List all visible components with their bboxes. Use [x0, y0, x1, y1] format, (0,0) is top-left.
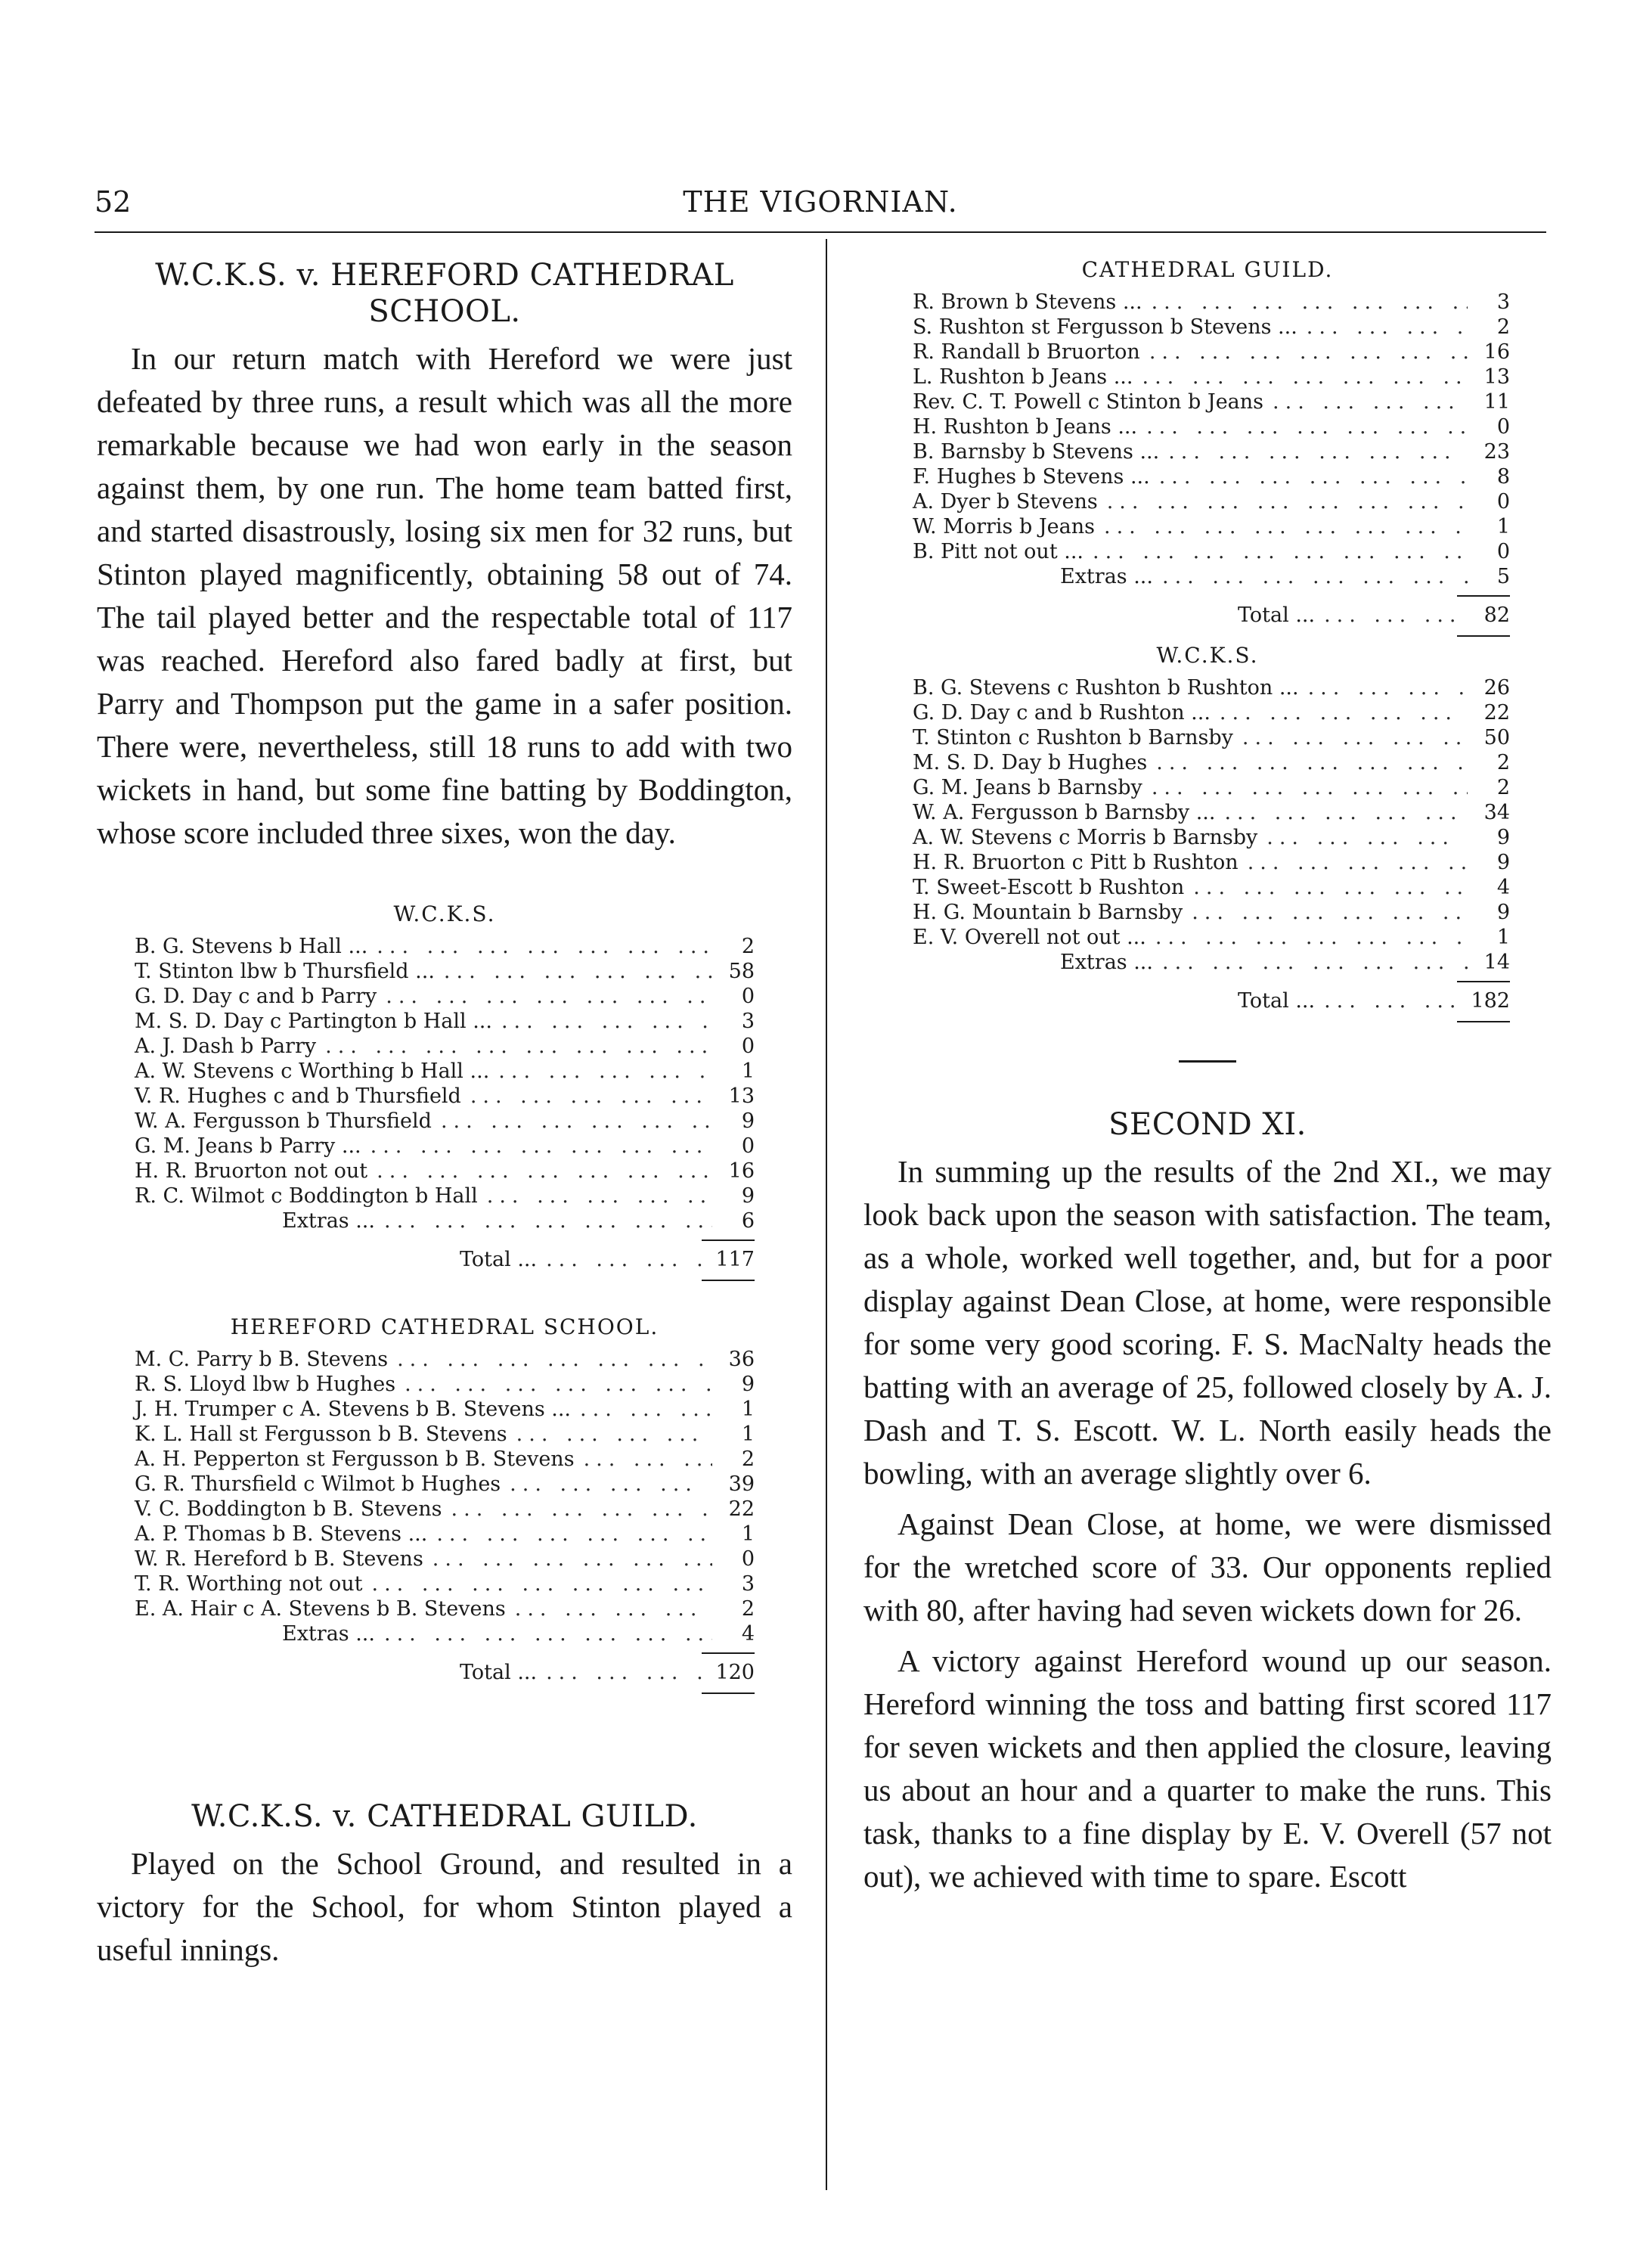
scorecard-row	[913, 389, 1510, 414]
journal-title: THE VIGORNIAN.	[683, 185, 958, 219]
runs-scored: 3	[741, 1010, 755, 1033]
dot-leader	[316, 1034, 712, 1059]
second-xi-paragraph-2: Against Dean Close, at home, we were dismissed for the wretched score of 33. Our opponents replied with 80, after having had seven wickets down for 26.	[863, 1506, 1552, 1627]
batsman-entry: H. R. Bruorton not out	[135, 1159, 368, 1183]
extras-label: Extras ...	[1060, 565, 1153, 588]
scorecard-row	[913, 489, 1510, 514]
scorecard-row	[135, 1034, 755, 1059]
runs-scored: 1	[1496, 515, 1510, 538]
dot-leader	[1140, 340, 1468, 365]
second-xi-title: SECOND XI.	[1108, 1107, 1307, 1142]
runs-scored: 16	[1483, 340, 1510, 364]
dot-leader	[1159, 439, 1468, 464]
batsman-entry: R. Brown b Stevens ...	[913, 290, 1142, 314]
dot-leader	[395, 1372, 712, 1397]
dot-leader	[501, 1472, 712, 1497]
scorecard-row	[135, 984, 755, 1009]
runs-scored: 58	[728, 960, 755, 983]
dot-leader	[377, 984, 712, 1009]
total-label: Total ...	[460, 1661, 538, 1684]
dot-leader	[427, 1522, 712, 1547]
runs-scored: 13	[1483, 365, 1510, 389]
batsman-entry: F. Hughes b Stevens ...	[913, 465, 1150, 489]
runs-scored: 39	[728, 1472, 755, 1496]
batsman-entry: W. A. Fergusson b Thursfield	[135, 1109, 432, 1133]
batsman-entry: Rev. C. T. Powell c Stinton b Jeans	[913, 390, 1264, 414]
scorecard-row	[135, 1571, 755, 1596]
extras-label: Extras ...	[282, 1209, 375, 1233]
batsman-entry: G. D. Day c and b Rushton ...	[913, 701, 1211, 724]
runs-scored: 0	[741, 1035, 755, 1058]
scorecard-row	[913, 539, 1510, 564]
runs-scored: 3	[741, 1572, 755, 1596]
scorecard-row	[913, 290, 1510, 315]
scorecard-row	[913, 514, 1510, 539]
total-label: Total ...	[1238, 603, 1316, 627]
dot-leader	[388, 1347, 712, 1372]
runs-scored: 2	[741, 935, 755, 958]
dot-leader	[1095, 514, 1468, 539]
runs-scored: 1	[741, 1423, 755, 1446]
dot-leader	[478, 1184, 712, 1208]
dot-leader	[362, 1571, 712, 1596]
batsman-entry: E. V. Overell not out ...	[913, 926, 1146, 949]
guild-scorecard	[863, 290, 1510, 628]
runs-scored: 0	[741, 985, 755, 1008]
scorecard-row	[135, 1547, 755, 1571]
runs-scored: 1	[1496, 926, 1510, 949]
batsman-entry: B. G. Stevens c Rushton b Rushton ...	[913, 676, 1299, 700]
wcks-scorecard	[97, 934, 755, 1272]
scorecard-row	[913, 675, 1510, 700]
second-xi-paragraph-3: A victory against Hereford wound up our season. Hereford winning the toss and batting first scored 117 for seven wickets and then applied the closure, leaving us about an hour and a quarter to make the runs. This task, thanks to a fine display by E. V. Overell (57 not out), we achieved with time to spare. Escott	[863, 1643, 1552, 1894]
dot-leader	[1299, 675, 1468, 700]
scorecard-row	[135, 1372, 755, 1397]
scorecard-row	[135, 1084, 755, 1109]
runs-scored: 13	[728, 1084, 755, 1108]
batsman-entry: T. Sweet-Escott b Rushton	[913, 876, 1185, 899]
dot-leader	[367, 1159, 712, 1184]
scorecard-row	[913, 439, 1510, 464]
runs-scored: 0	[741, 1134, 755, 1158]
batsman-entry: M. S. D. Day c Partington b Hall ...	[135, 1010, 492, 1033]
guild-match-title: W.C.K.S. v. CATHEDRAL GUILD.	[191, 1799, 698, 1834]
dot-leader	[1142, 290, 1468, 315]
scorecard-row	[135, 1596, 755, 1621]
total-runs: 120	[702, 1660, 755, 1685]
runs-scored: 11	[1483, 390, 1510, 414]
runs-scored: 1	[741, 1522, 755, 1546]
batsman-entry: A. J. Dash b Parry	[135, 1035, 317, 1058]
batsman-entry: M. C. Parry b B. Stevens	[135, 1348, 389, 1371]
dot-leader	[435, 959, 712, 984]
wcks-second-scorecard-title: W.C.K.S.	[1156, 643, 1259, 668]
dot-leader	[1146, 925, 1468, 950]
dot-leader	[1153, 950, 1468, 975]
runs-scored: 1	[741, 1398, 755, 1421]
batsman-entry: T. R. Worthing not out	[135, 1572, 363, 1596]
header-rule	[95, 231, 1546, 233]
scorecard-row	[135, 1059, 755, 1084]
scorecard-row	[913, 775, 1510, 800]
scorecard-row	[135, 1497, 755, 1522]
scorecard-row	[913, 750, 1510, 775]
total-label: Total ...	[460, 1248, 538, 1271]
runs-scored: 2	[1496, 315, 1510, 339]
runs-scored: 22	[1483, 701, 1510, 724]
extras-row	[135, 1621, 755, 1646]
batsman-entry: H. R. Bruorton c Pitt b Rushton	[913, 851, 1239, 874]
scorecard-row	[913, 800, 1510, 825]
batsman-entry: R. S. Lloyd lbw b Hughes	[135, 1373, 396, 1396]
batsman-entry: A. Dyer b Stevens	[913, 490, 1098, 513]
batsman-entry: L. Rushton b Jeans ...	[913, 365, 1133, 389]
batsman-entry: K. L. Hall st Fergusson b B. Stevens	[135, 1423, 507, 1446]
dot-leader	[1184, 875, 1468, 900]
batsman-entry: V. C. Boddington b B. Stevens	[135, 1497, 442, 1521]
runs-scored: 3	[1496, 290, 1510, 314]
total-row	[913, 603, 1510, 628]
scorecard-row	[135, 1109, 755, 1134]
dot-leader	[1297, 315, 1468, 340]
dot-leader	[489, 1059, 712, 1084]
runs-scored: 9	[741, 1184, 755, 1208]
batsman-entry: G. M. Jeans b Barnsby	[913, 776, 1142, 799]
runs-scored: 2	[741, 1597, 755, 1621]
batsman-entry: R. C. Wilmot c Boddington b Hall	[135, 1184, 478, 1208]
total-row	[135, 1660, 755, 1685]
scorecard-row	[135, 1134, 755, 1159]
runs-scored: 9	[741, 1373, 755, 1396]
wcks-scorecard-title: W.C.K.S.	[393, 901, 496, 926]
batsman-entry: R. Randall b Bruorton	[913, 340, 1140, 364]
extras-runs: 4	[741, 1622, 755, 1646]
batsman-entry: A. P. Thomas b B. Stevens ...	[135, 1522, 428, 1546]
wcks-second-scorecard	[863, 675, 1510, 1013]
scorecard-row	[135, 959, 755, 984]
dot-leader	[361, 1134, 712, 1159]
scorecard-row	[913, 900, 1510, 925]
dot-leader	[1257, 825, 1468, 850]
column-divider	[826, 239, 827, 2190]
dot-leader	[423, 1547, 712, 1571]
scorecard-row	[913, 365, 1510, 389]
extras-row	[913, 950, 1510, 975]
scorecard-row	[913, 315, 1510, 340]
total-runs: 182	[1457, 988, 1510, 1013]
batsman-entry: A. W. Stevens c Morris b Barnsby	[913, 826, 1258, 849]
scorecard-row	[135, 1447, 755, 1472]
scorecard-row	[135, 1397, 755, 1422]
scorecard-row	[135, 1347, 755, 1372]
dot-leader	[492, 1009, 712, 1034]
scorecard-row	[135, 934, 755, 959]
batsman-entry: V. R. Hughes c and b Thursfield	[135, 1084, 461, 1108]
batsman-entry: S. Rushton st Fergusson b Stevens ...	[913, 315, 1297, 339]
batsman-entry: B. Pitt not out ...	[913, 540, 1084, 563]
dot-leader	[432, 1109, 712, 1134]
batsman-entry: H. G. Mountain b Barnsby	[913, 901, 1183, 924]
dot-leader	[442, 1497, 712, 1522]
total-row	[135, 1247, 755, 1272]
runs-scored: 9	[1496, 851, 1510, 874]
dot-leader	[1084, 539, 1468, 564]
runs-scored: 0	[1496, 490, 1510, 513]
runs-scored: 0	[1496, 415, 1510, 439]
runs-scored: 26	[1483, 676, 1510, 700]
scorecard-row	[913, 850, 1510, 875]
dot-leader	[1239, 850, 1468, 875]
batsman-entry: G. M. Jeans b Parry ...	[135, 1134, 361, 1158]
batsman-entry: M. S. D. Day b Hughes	[913, 751, 1148, 774]
dot-leader	[506, 1596, 712, 1621]
scorecard-row	[135, 1522, 755, 1547]
dot-leader	[537, 1247, 702, 1272]
runs-scored: 36	[728, 1348, 755, 1371]
runs-scored: 8	[1496, 465, 1510, 489]
dot-leader	[1233, 725, 1468, 750]
dot-leader	[571, 1397, 712, 1422]
scorecard-row	[135, 1184, 755, 1208]
dot-leader	[507, 1422, 712, 1447]
dot-leader	[1183, 900, 1468, 925]
total-label: Total ...	[1238, 989, 1316, 1013]
page-header	[95, 185, 1546, 231]
dot-leader	[1263, 389, 1468, 414]
scorecard-row	[913, 825, 1510, 850]
runs-scored: 16	[728, 1159, 755, 1183]
batsman-entry: A. H. Pepperton st Fergusson b B. Stevens	[135, 1447, 575, 1471]
dot-leader	[1153, 564, 1468, 589]
batsman-entry: B. Barnsby b Stevens ...	[913, 440, 1160, 464]
dot-leader	[1137, 414, 1468, 439]
runs-scored: 2	[1496, 751, 1510, 774]
batsman-entry: G. R. Thursfield c Wilmot b Hughes	[135, 1472, 501, 1496]
scorecard-row	[913, 700, 1510, 725]
dot-leader	[537, 1660, 702, 1685]
scorecard-row	[913, 464, 1510, 489]
hereford-scorecard	[97, 1347, 755, 1685]
extras-label: Extras ...	[282, 1622, 375, 1646]
dot-leader	[1150, 464, 1468, 489]
batsman-entry: B. G. Stevens b Hall ...	[135, 935, 368, 958]
runs-scored: 22	[728, 1497, 755, 1521]
scorecard-row	[913, 925, 1510, 950]
runs-scored: 2	[1496, 776, 1510, 799]
page-number: 52	[95, 185, 132, 219]
total-runs: 82	[1457, 603, 1510, 628]
batsman-entry: T. Stinton c Rushton b Barnsby	[913, 726, 1233, 749]
extras-runs: 14	[1483, 951, 1510, 974]
dot-leader	[1215, 800, 1468, 825]
extras-runs: 6	[741, 1209, 755, 1233]
batsman-entry: W. A. Fergusson b Barnsby ...	[913, 801, 1216, 824]
scorecard-row	[913, 414, 1510, 439]
dot-leader	[1098, 489, 1468, 514]
batsman-entry: A. W. Stevens c Worthing b Hall ...	[135, 1060, 490, 1083]
runs-scored: 2	[741, 1447, 755, 1471]
extras-runs: 5	[1496, 565, 1510, 588]
right-column	[863, 257, 1552, 1906]
total-runs: 117	[702, 1247, 755, 1272]
total-row	[913, 988, 1510, 1013]
runs-scored: 50	[1483, 726, 1510, 749]
hereford-match-report: In our return match with Hereford we were just defeated by three runs, a result which was all the more remarkable because we had won early in the season against them, by one run. The home team batted first, and started disastrously, losing six men for 32 runs, but Stinton played magnificently, obtaining 58 out of 74. The tail played better and the respectable total of 117 was reached. Hereford also fared badly at first, but Parry and Thompson put the game in a safer position. There were, nevertheless, still 18 runs to add with two wickets in hand, but some fine batting by Boddington, whose score included three sixes, won the day.	[97, 341, 792, 850]
extras-label: Extras ...	[1060, 951, 1153, 974]
left-column	[97, 257, 792, 1979]
batsman-entry: T. Stinton lbw b Thursfield ...	[135, 960, 435, 983]
extras-row	[135, 1208, 755, 1233]
dot-leader	[1315, 988, 1457, 1013]
runs-scored: 23	[1483, 440, 1510, 464]
guild-match-report: Played on the School Ground, and resulted in a victory for the School, for whom Stinton played a useful innings.	[97, 1846, 792, 1967]
dot-leader	[375, 1208, 712, 1233]
batsman-entry: J. H. Trumper c A. Stevens b B. Stevens ...	[135, 1398, 572, 1421]
scorecard-row	[135, 1422, 755, 1447]
extras-row	[913, 564, 1510, 589]
batsman-entry: W. Morris b Jeans	[913, 515, 1095, 538]
scorecard-row	[135, 1009, 755, 1034]
dot-leader	[461, 1084, 712, 1109]
dot-leader	[1315, 603, 1457, 628]
scorecard-row	[135, 1159, 755, 1184]
scorecard-row	[913, 725, 1510, 750]
guild-scorecard-title: CATHEDRAL GUILD.	[1081, 257, 1334, 282]
batsman-entry: G. D. Day c and b Parry	[135, 985, 377, 1008]
batsman-entry: E. A. Hair c A. Stevens b B. Stevens	[135, 1597, 506, 1621]
scorecard-row	[135, 1472, 755, 1497]
dot-leader	[1147, 750, 1468, 775]
batsman-entry: H. Rushton b Jeans ...	[913, 415, 1138, 439]
dot-leader	[367, 934, 712, 959]
runs-scored: 34	[1483, 801, 1510, 824]
dot-leader	[575, 1447, 712, 1472]
hereford-scorecard-title: HEREFORD CATHEDRAL SCHOOL.	[230, 1314, 659, 1339]
batsman-entry: W. R. Hereford b B. Stevens	[135, 1547, 423, 1571]
runs-scored: 1	[741, 1060, 755, 1083]
scorecard-row	[913, 340, 1510, 365]
scorecard-row	[913, 875, 1510, 900]
runs-scored: 9	[741, 1109, 755, 1133]
dot-leader	[1211, 700, 1468, 725]
runs-scored: 0	[1496, 540, 1510, 563]
second-xi-paragraph-1: In summing up the results of the 2nd XI., we may look back upon the season with satisfaction. The team, as a whole, worked well together, and, but for a poor display against Dean Close, at home, were responsible for some very good scoring. F. S. MacNalty heads the batting with an average of 25, followed closely by A. J. Dash and T. S. Escott. W. L. North easily heads the bowling, with an average slightly over 6.	[863, 1154, 1552, 1491]
runs-scored: 0	[741, 1547, 755, 1571]
runs-scored: 9	[1496, 826, 1510, 849]
runs-scored: 9	[1496, 901, 1510, 924]
dot-leader	[1142, 775, 1468, 800]
runs-scored: 4	[1496, 876, 1510, 899]
dot-leader	[375, 1621, 712, 1646]
dot-leader	[1133, 365, 1468, 389]
hereford-match-title: W.C.K.S. v. HEREFORD CATHEDRAL SCHOOL.	[155, 258, 734, 329]
